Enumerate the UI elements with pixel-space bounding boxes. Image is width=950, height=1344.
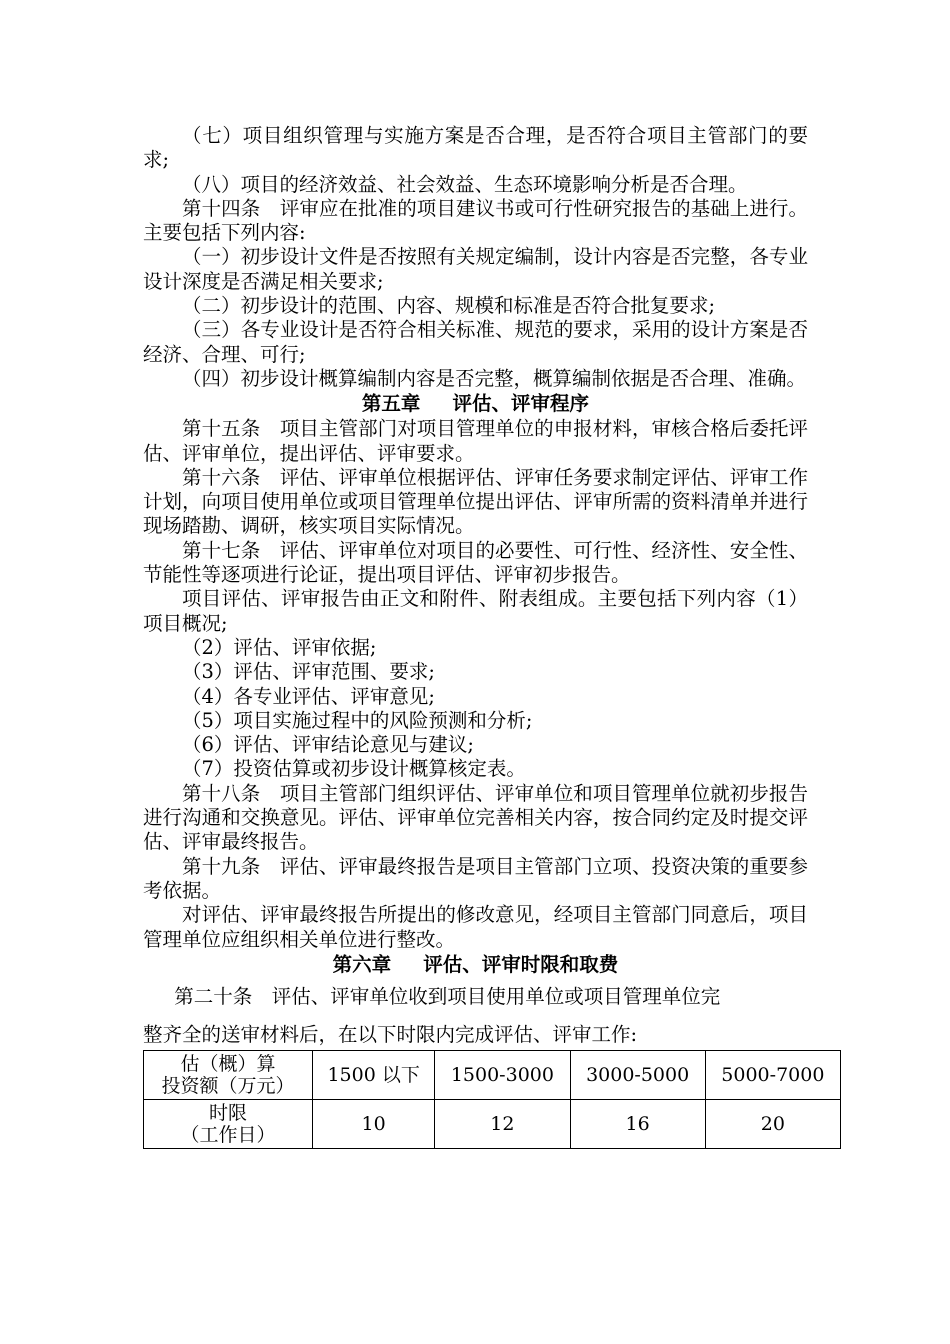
time-limit-table <box>143 1050 841 1149</box>
paragraph: （七）项目组织管理与实施方案是否合理，是否符合项目主管部门的要求; <box>143 124 808 172</box>
list-item: （3）评估、评审范围、要求; <box>182 660 435 684</box>
table-header-cell <box>144 1099 313 1148</box>
table-header-cell <box>144 1050 313 1099</box>
paragraph: 第十九条 评估、评审最终报告是项目主管部门立项、投资决策的重要参考依据。 <box>143 854 808 902</box>
table-cell: 12 <box>435 1099 570 1148</box>
cell-text: 时限 （工作日） <box>180 1101 276 1146</box>
table-cell: 1500-3000 <box>435 1050 570 1099</box>
cell-text: 估（概）算 投资额（万元） <box>161 1052 295 1097</box>
table-cell: 10 <box>313 1099 435 1148</box>
paragraph: 第十六条 评估、评审单位根据评估、评审任务要求制定评估、评审工作计划，向项目使用单位或项目管理单位提出评估、评审所需的资料清单并进行现场踏勘、调研，核实项目实际情况。 <box>143 465 808 538</box>
paragraph: （一）初步设计文件是否按照有关规定编制，设计内容是否完整，各专业设计深度是否满足相关要求; <box>143 245 808 293</box>
paragraph: 第十八条 项目主管部门组织评估、评审单位和项目管理单位就初步报告进行沟通和交换意见。评估、评审单位完善相关内容，按合同约定及时提交评估、评审最终报告。 <box>143 781 808 854</box>
table-cell: 16 <box>570 1099 705 1148</box>
article-20-line-1: 第二十条 评估、评审单位收到项目使用单位或项目管理单位完 <box>174 984 721 1008</box>
table-cell: 3000-5000 <box>570 1050 705 1099</box>
paragraph: （八）项目的经济效益、社会效益、生态环境影响分析是否合理。 <box>182 172 748 196</box>
article-20-line-2: 整齐全的送审材料后，在以下时限内完成评估、评审工作: <box>143 1022 638 1046</box>
document-page <box>143 124 825 1149</box>
list-item: （2）评估、评审依据; <box>182 635 377 659</box>
table-cell: 20 <box>705 1099 840 1148</box>
paragraph: （四）初步设计概算编制内容是否完整，概算编制依据是否合理、准确。 <box>182 366 807 390</box>
list-item: （5）项目实施过程中的风险预测和分析; <box>182 708 533 732</box>
table-row <box>144 1099 841 1148</box>
paragraph: （三）各专业设计是否符合相关标准、规范的要求，采用的设计方案是否经济、合理、可行; <box>143 318 808 366</box>
paragraph: 第十四条 评审应在批准的项目建议书或可行性研究报告的基础上进行。主要包括下列内容: <box>143 196 808 245</box>
table-cell: 5000-7000 <box>705 1050 840 1099</box>
paragraph: 对评估、评审最终报告所提出的修改意见，经项目主管部门同意后，项目管理单位应组织相关单位进行整改。 <box>143 903 808 951</box>
table-cell: 1500 以下 <box>313 1050 435 1099</box>
paragraph: 第十七条 评估、评审单位对项目的必要性、可行性、经济性、安全性、节能性等逐项进行论证，提出项目评估、评审初步报告。 <box>143 538 808 587</box>
list-item: （7）投资估算或初步设计概算核定表。 <box>182 757 526 781</box>
paragraph: 项目评估、评审报告由正文和附件、附表组成。主要包括下列内容（1）项目概况; <box>143 587 808 635</box>
list-item: （6）评估、评审结论意见与建议; <box>182 733 474 757</box>
paragraph: 第十五条 项目主管部门对项目管理单位的申报材料，审核合格后委托评估、评审单位，提出评估、评审要求。 <box>143 417 808 465</box>
table-row <box>144 1050 841 1099</box>
chapter-5-heading: 第五章 评估、评审程序 <box>361 392 590 416</box>
paragraph: （二）初步设计的范围、内容、规模和标准是否符合批复要求; <box>182 294 716 318</box>
list-item: （4）各专业评估、评审意见; <box>182 684 435 708</box>
chapter-6-heading: 第六章 评估、评审时限和取费 <box>332 952 619 976</box>
